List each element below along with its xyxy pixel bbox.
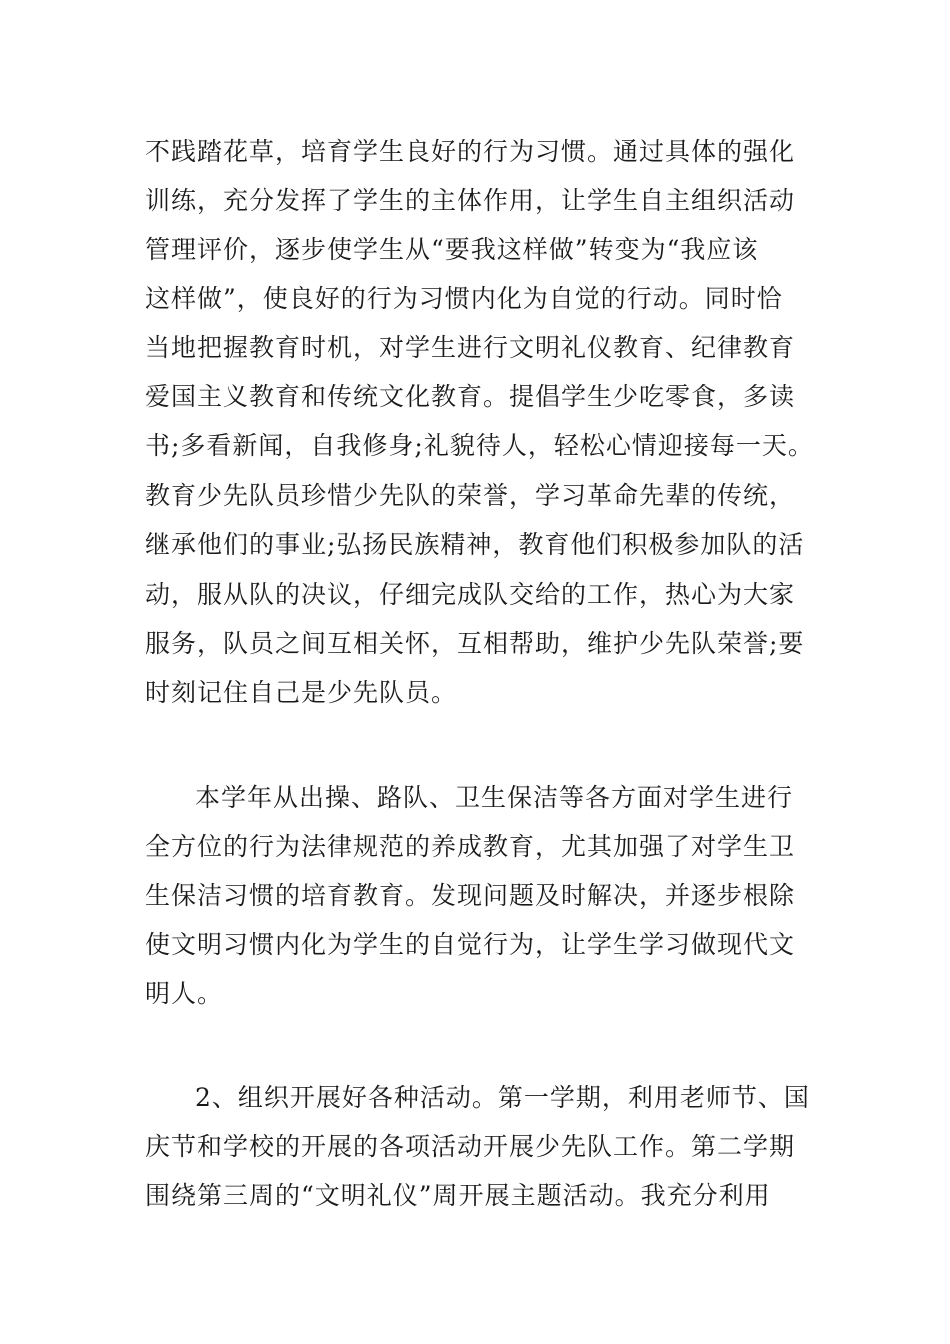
- text-line: 生保洁习惯的培育教育。发现问题及时解决，并逐步根除: [145, 881, 796, 910]
- text-line: 这样做”，使良好的行为习惯内化为自觉的行动。同时恰: [145, 284, 783, 313]
- text-line: 教育少先队员珍惜少先队的荣誉，学习革命先辈的传统，: [145, 481, 796, 510]
- text-line: 使文明习惯内化为学生的自觉行为，让学生学习做现代文: [145, 930, 796, 959]
- text-line: 服务，队员之间互相关怀，互相帮助，维护少先队荣誉;要: [145, 629, 805, 658]
- text-line: 庆节和学校的开展的各项活动开展少先队工作。第二学期: [145, 1132, 796, 1161]
- text-line: 全方位的行为法律规范的养成教育，尤其加强了对学生卫: [145, 832, 796, 861]
- text-line: 时刻记住自己是少先队员。: [145, 678, 458, 707]
- text-line: 训练，充分发挥了学生的主体作用，让学生自主组织活动: [145, 186, 796, 215]
- text-line: 不践踏花草，培育学生良好的行为习惯。通过具体的强化: [145, 137, 796, 166]
- text-line: 继承他们的事业;弘扬民族精神，教育他们积极参加队的活: [145, 530, 805, 559]
- text-line: 当地把握教育时机，对学生进行文明礼仪教育、纪律教育: [145, 333, 796, 362]
- text-line: 明人。: [145, 979, 224, 1008]
- text-line: 管理评价，逐步使学生从“要我这样做”转变为“我应该: [145, 235, 759, 264]
- text-line: 爱国主义教育和传统文化教育。提倡学生少吃零食，多读: [145, 382, 796, 411]
- text-line: 2、组织开展好各种活动。第一学期，利用老师节、国: [195, 1083, 810, 1112]
- text-line: 围绕第三周的“文明礼仪”周开展主题活动。我充分利用: [145, 1181, 771, 1210]
- text-line: 动，服从队的决议，仔细完成队交给的工作，热心为大家: [145, 580, 796, 609]
- text-line: 本学年从出操、路队、卫生保洁等各方面对学生进行: [195, 783, 794, 812]
- text-line: 书;多看新闻，自我修身;礼貌待人，轻松心情迎接每一天。: [145, 431, 814, 460]
